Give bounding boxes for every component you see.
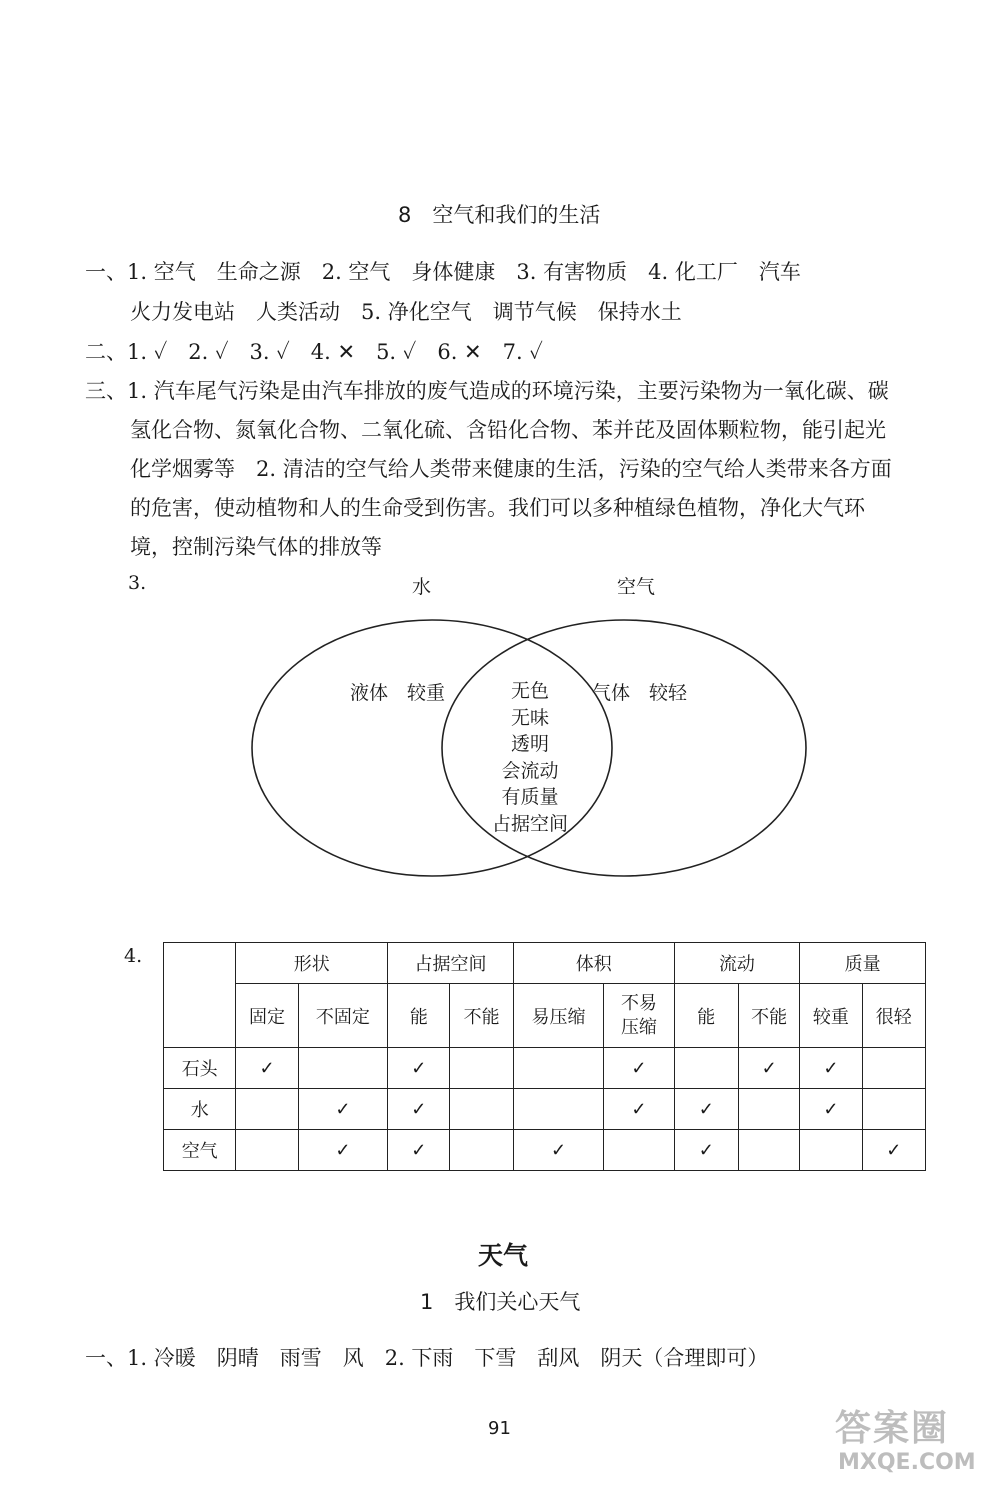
answer-part-3-line-4: 的危害，使动植物和人的生命受到伤害。我们可以多种植绿色植物，净化大气环	[130, 496, 865, 520]
section-heading: 8 空气和我们的生活	[398, 203, 601, 227]
table-subheader: 不能	[738, 984, 799, 1048]
check-cell	[738, 1089, 799, 1130]
watermark-logo: 答案圈	[835, 1408, 950, 1449]
table-subheader: 不固定	[298, 984, 387, 1048]
venn-common-item: 有质量	[501, 786, 559, 808]
table-group-header: 体积	[513, 943, 674, 984]
check-cell	[862, 1048, 925, 1089]
table-group-header: 质量	[800, 943, 926, 984]
row-label: 石头	[164, 1048, 236, 1089]
table-row	[164, 1130, 926, 1171]
check-cell: ✓	[604, 1048, 674, 1089]
answer-part-3-line-3: 化学烟雾等 2. 清洁的空气给人类带来健康的生活，污染的空气给人类带来各方面	[130, 457, 892, 481]
check-cell	[236, 1130, 298, 1171]
check-cell	[236, 1089, 298, 1130]
row-label: 空气	[164, 1130, 236, 1171]
venn-common-item: 透明	[510, 733, 549, 755]
table-group-header: 形状	[236, 943, 388, 984]
venn-right-only: 气体 较轻	[592, 682, 688, 704]
check-cell: ✓	[388, 1089, 450, 1130]
table-row	[164, 1089, 926, 1130]
venn-common-item: 占据空间	[491, 812, 568, 835]
check-cell	[450, 1130, 513, 1171]
answer-part-3-line-5: 境，控制污染气体的排放等	[130, 535, 382, 559]
weather-answer-line: 一、1. 冷暖 阴晴 雨雪 风 2. 下雨 下雪 刮风 阴天（合理即可）	[85, 1346, 769, 1370]
check-cell: ✓	[236, 1048, 298, 1089]
venn-common-item: 会流动	[501, 759, 559, 782]
check-cell: ✓	[388, 1048, 450, 1089]
answer-part-2: 二、1. ✓ 2. ✓ 3. ✓ 4. ✕ 5. ✓ 6. ✕ 7. ✓	[85, 340, 543, 364]
table-row	[164, 1048, 926, 1089]
check-cell: ✓	[298, 1130, 387, 1171]
check-cell: ✓	[674, 1089, 738, 1130]
table-subheader: 很轻	[862, 984, 925, 1048]
check-cell: ✓	[800, 1048, 862, 1089]
check-cell	[450, 1089, 513, 1130]
check-cell: ✓	[298, 1089, 387, 1130]
check-cell	[513, 1089, 603, 1130]
table-subheader: 能	[388, 984, 450, 1048]
check-cell: ✓	[388, 1130, 450, 1171]
check-cell	[604, 1130, 674, 1171]
venn-common-list	[480, 678, 580, 837]
check-cell: ✓	[738, 1048, 799, 1089]
check-cell	[298, 1048, 387, 1089]
table-number: 4.	[124, 945, 143, 967]
check-cell	[800, 1130, 862, 1171]
table-subheader: 不易 压缩	[604, 984, 674, 1048]
check-cell: ✓	[513, 1130, 603, 1171]
check-cell: ✓	[800, 1089, 862, 1130]
unit-title: 天气	[478, 1241, 529, 1270]
answer-part-3-line-1: 三、1. 汽车尾气污染是由汽车排放的废气造成的环境污染，主要污染物为一氧化碳、碳	[85, 379, 889, 403]
check-cell: ✓	[862, 1130, 925, 1171]
table-subheader: 固定	[236, 984, 298, 1048]
table-corner-cell	[164, 943, 236, 1048]
venn-common-item: 无色	[510, 680, 549, 702]
check-cell	[862, 1089, 925, 1130]
venn-left-title: 水	[412, 576, 432, 598]
answer-part-3-line-2: 氢化合物、氮氧化合物、二氧化硫、含铅化合物、苯并芘及固体颗粒物，能引起光	[130, 418, 886, 442]
table-subheader: 较重	[800, 984, 862, 1048]
check-cell	[738, 1130, 799, 1171]
table-subheader: 能	[674, 984, 738, 1048]
check-cell	[450, 1048, 513, 1089]
venn-number: 3.	[128, 572, 147, 594]
check-cell: ✓	[674, 1130, 738, 1171]
check-cell	[674, 1048, 738, 1089]
watermark-site: MXQE.COM	[838, 1450, 976, 1475]
check-cell	[513, 1048, 603, 1089]
venn-right-title: 空气	[617, 576, 656, 598]
table-group-header: 流动	[674, 943, 800, 984]
table-subheader: 易压缩	[513, 984, 603, 1048]
subsection-heading: 1 我们关心天气	[420, 1290, 581, 1314]
properties-table	[163, 942, 926, 1171]
venn-left-only: 液体 较重	[350, 682, 446, 704]
table-group-header: 占据空间	[388, 943, 514, 984]
check-cell: ✓	[604, 1089, 674, 1130]
table-subheader: 不能	[450, 984, 513, 1048]
page-number: 91	[488, 1418, 511, 1439]
venn-common-item: 无味	[510, 706, 549, 729]
answer-part-1-line-2: 火力发电站 人类活动 5. 净化空气 调节气候 保持水土	[130, 300, 682, 324]
row-label: 水	[164, 1089, 236, 1130]
answer-part-1-line-1: 一、1. 空气 生命之源 2. 空气 身体健康 3. 有害物质 4. 化工厂 汽车	[85, 260, 801, 284]
